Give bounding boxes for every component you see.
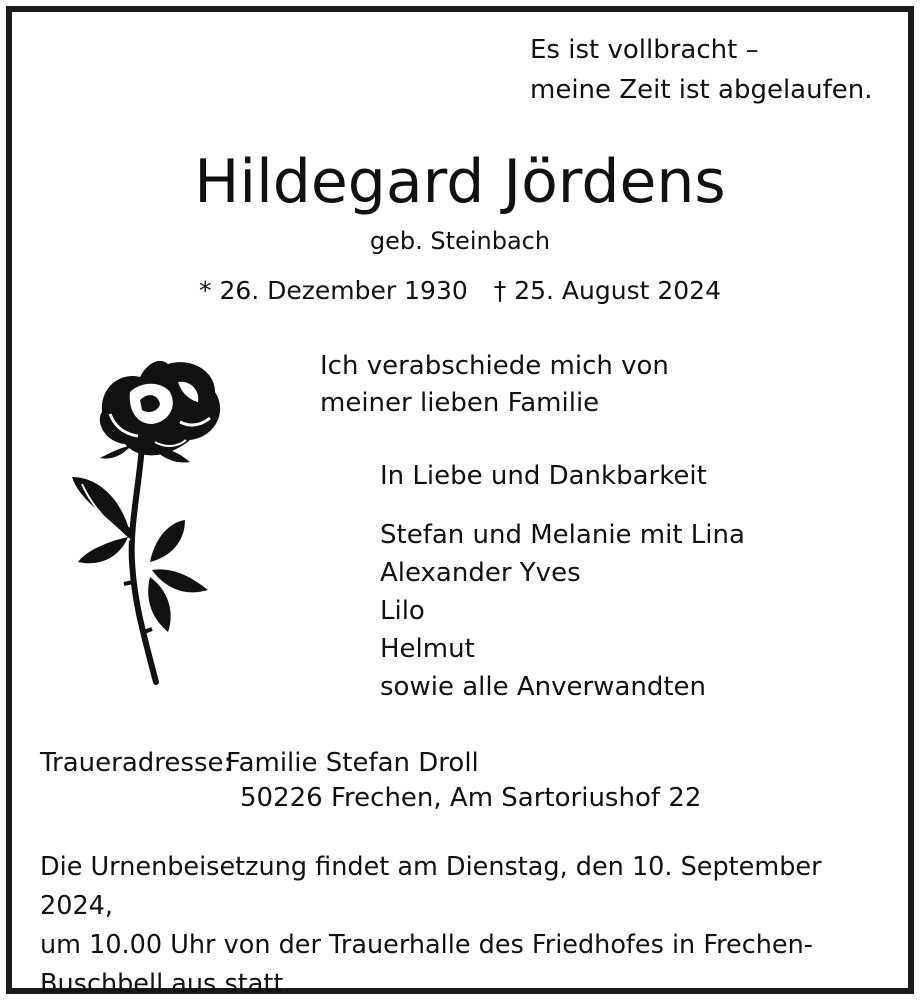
farewell-text <box>320 348 669 422</box>
thanks-line: In Liebe und Dankbarkeit <box>380 461 707 491</box>
address-line-2: 50226 Frechen, Am Sartoriushof 22 <box>240 783 702 813</box>
death-date: † 25. August 2024 <box>493 276 721 305</box>
funeral-notice <box>40 848 900 1004</box>
mourners-list <box>380 516 745 706</box>
rose-icon <box>60 352 230 692</box>
mourner-item: sowie alle Anverwandten <box>380 672 707 702</box>
mourner-item: Helmut <box>380 634 475 664</box>
farewell-line-1: Ich verabschiede mich von <box>320 351 669 381</box>
maiden-name: geb. Steinbach <box>369 227 551 255</box>
mourner-item: Lilo <box>380 596 425 626</box>
life-dates <box>0 272 920 310</box>
birth-date: * 26. Dezember 1930 <box>199 276 468 305</box>
motto-line-1: Es ist vollbracht – <box>530 35 759 65</box>
address-line-1: Familie Stefan Droll <box>226 748 479 778</box>
notice-line-2: um 10.00 Uhr von der Trauerhalle des Friedhofes in Frechen- <box>40 930 813 960</box>
mourner-item: Stefan und Melanie mit Lina <box>380 520 745 550</box>
mourner-item: Alexander Yves <box>380 558 581 588</box>
deceased-name: Hildegard Jördens <box>194 147 726 217</box>
motto-line-2: meine Zeit ist abgelaufen. <box>530 75 873 105</box>
notice-line-1: Die Urnenbeisetzung findet am Dienstag, den 10. September 2024, <box>40 852 822 921</box>
farewell-line-2: meiner lieben Familie <box>320 388 600 418</box>
address-label: Traueradresse: <box>40 748 233 778</box>
motto <box>530 30 872 110</box>
notice-line-3: Buschbell aus statt. <box>40 969 292 999</box>
